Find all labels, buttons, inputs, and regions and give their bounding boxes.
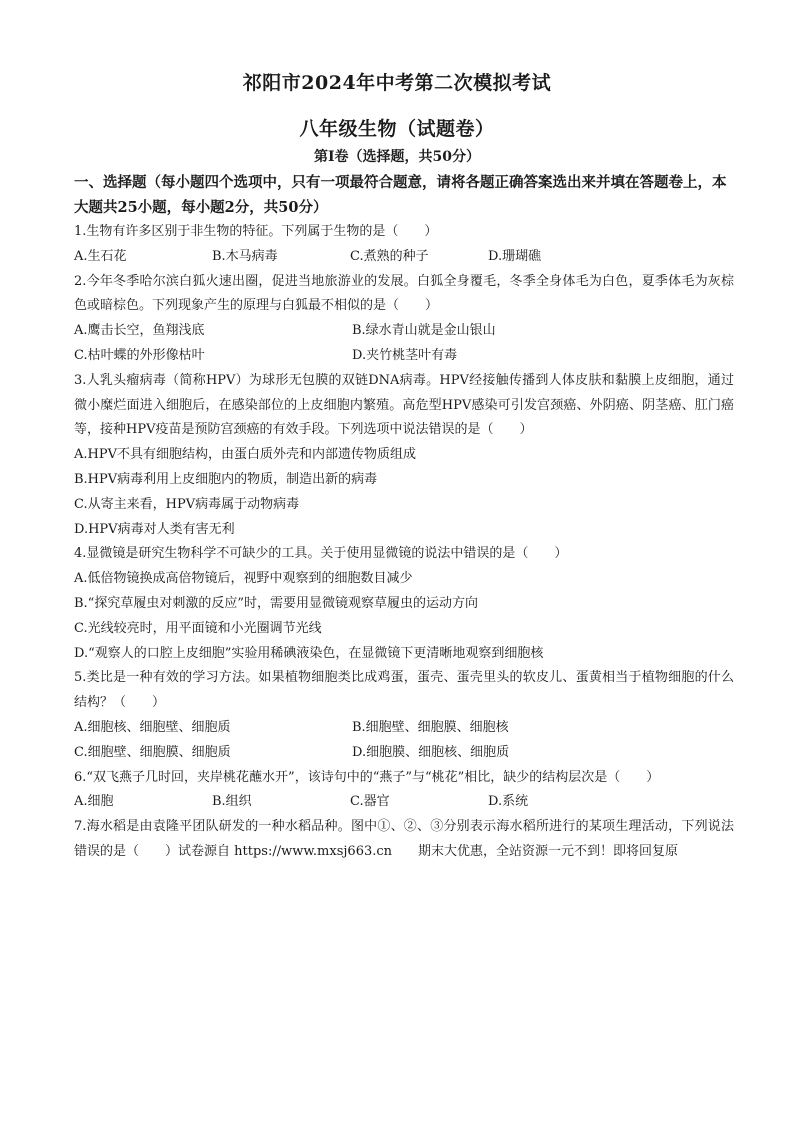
question-5 bbox=[74, 666, 734, 765]
option-c: C.器官 bbox=[350, 794, 390, 810]
question-4 bbox=[74, 542, 734, 666]
option-b: B.细胞壁、细胞膜、细胞核 bbox=[352, 719, 509, 735]
option-d: D.珊瑚礁 bbox=[488, 248, 542, 264]
question-2 bbox=[74, 270, 734, 369]
option-a: A.低倍物镜换成高倍物镜后，视野中观察到的细胞数目减少 bbox=[74, 571, 413, 587]
question-stem: 6.“双飞燕子几时回，夹岸桃花蘸水开”，该诗句中的“燕子”与“桃花”相比，缺少的结构层次是（ ） bbox=[74, 769, 660, 785]
option-b: B.HPV病毒利用上皮细胞内的物质，制造出新的病毒 bbox=[74, 471, 378, 487]
option-c: C.细胞壁、细胞膜、细胞质 bbox=[74, 744, 231, 760]
option-b: B.绿水青山就是金山银山 bbox=[352, 323, 496, 339]
option-d: D.“观察人的口腔上皮细胞”实验用稀碘液染色，在显微镜下更清晰地观察到细胞核 bbox=[74, 645, 544, 661]
question-stem: 7.海水稻是由袁隆平团队研发的一种水稻品种。图中①、②、③分别表示海水稻所进行的某项生理活动，下列说法错误的是（ ）试卷源自 https://www.mxsj663.cn 期末大优惠，全站资源一元不到！即将回复原 bbox=[74, 819, 734, 859]
section-instructions: 一、选择题（每小题四个选项中，只有一项最符合题意，请将各题正确答案选出来并填在答题卷上，本大题共25小题，每小题2分，共50分） bbox=[74, 174, 727, 216]
option-d: D.细胞膜、细胞核、细胞质 bbox=[352, 744, 510, 760]
option-a: A.细胞 bbox=[74, 794, 114, 810]
question-options bbox=[74, 443, 734, 542]
option-a: A.生石花 bbox=[74, 248, 127, 264]
option-b: B.“探究草履虫对刺激的反应”时，需要用显微镜观察草履虫的运动方向 bbox=[74, 595, 478, 611]
exam-subtitle: 八年级生物（试题卷） bbox=[299, 118, 495, 140]
question-options bbox=[74, 567, 734, 666]
option-c: C.煮熟的种子 bbox=[350, 248, 429, 264]
option-b: B.木马病毒 bbox=[212, 248, 278, 264]
option-c: C.从寄主来看，HPV病毒属于动物病毒 bbox=[74, 496, 300, 512]
option-b: B.组织 bbox=[212, 794, 252, 810]
option-c: C.枯叶蝶的外形像枯叶 bbox=[74, 347, 205, 363]
question-stem: 4.显微镜是研究生物科学不可缺少的工具。关于使用显微镜的说法中错误的是（ ） bbox=[74, 546, 568, 562]
option-a: A.HPV不具有细胞结构，由蛋白质外壳和内部遗传物质组成 bbox=[74, 447, 416, 463]
option-d: D.系统 bbox=[488, 794, 529, 810]
section-heading: 第Ⅰ卷（选择题，共50分） bbox=[313, 149, 481, 165]
question-6 bbox=[74, 766, 734, 816]
option-c: C.光线较亮时，用平面镜和小光圈调节光线 bbox=[74, 620, 322, 636]
option-a: A.鹰击长空，鱼翔浅底 bbox=[74, 323, 205, 339]
question-stem: 5.类比是一种有效的学习方法。如果植物细胞类比成鸡蛋，蛋壳、蛋壳里头的软皮儿、蛋黄相当于植物细胞的什么结构？（ ） bbox=[74, 670, 734, 711]
question-stem: 1.生物有许多区别于非生物的特征。下列属于生物的是（ ） bbox=[74, 224, 438, 239]
exam-body bbox=[74, 170, 734, 865]
question-1 bbox=[74, 220, 734, 270]
question-stem: 2.今年冬季哈尔滨白狐火速出圈，促进当地旅游业的发展。白狐全身覆毛，冬季全身体毛为白色，夏季体毛为灰棕色或暗棕色。下列现象产生的原理与白狐最不相似的是（ ） bbox=[74, 273, 734, 314]
option-a: A.细胞核、细胞壁、细胞质 bbox=[74, 719, 231, 735]
option-d: D.夹竹桃茎叶有毒 bbox=[352, 347, 458, 363]
question-options bbox=[74, 245, 734, 270]
question-options bbox=[74, 790, 734, 815]
question-options bbox=[74, 319, 734, 369]
question-options bbox=[74, 716, 734, 766]
question-stem: 3.人乳头瘤病毒（简称HPV）为球形无包膜的双链DNA病毒。HPV经接触传播到人体皮肤和黏膜上皮细胞，通过微小糜烂面进入细胞后，在感染部位的上皮细胞内繁殖。高危型HPV感染可引发宫颈癌、外阴癌、阴茎癌、肛门癌等，接种HPV疫苗是预防宫颈癌的有效手段。下列选项中说法错误的是（ ） bbox=[74, 372, 734, 438]
question-3 bbox=[74, 369, 734, 543]
exam-title: 祁阳市2024年中考第二次模拟考试 bbox=[242, 72, 552, 94]
option-d: D.HPV病毒对人类有害无利 bbox=[74, 521, 235, 537]
question-7 bbox=[74, 815, 734, 865]
